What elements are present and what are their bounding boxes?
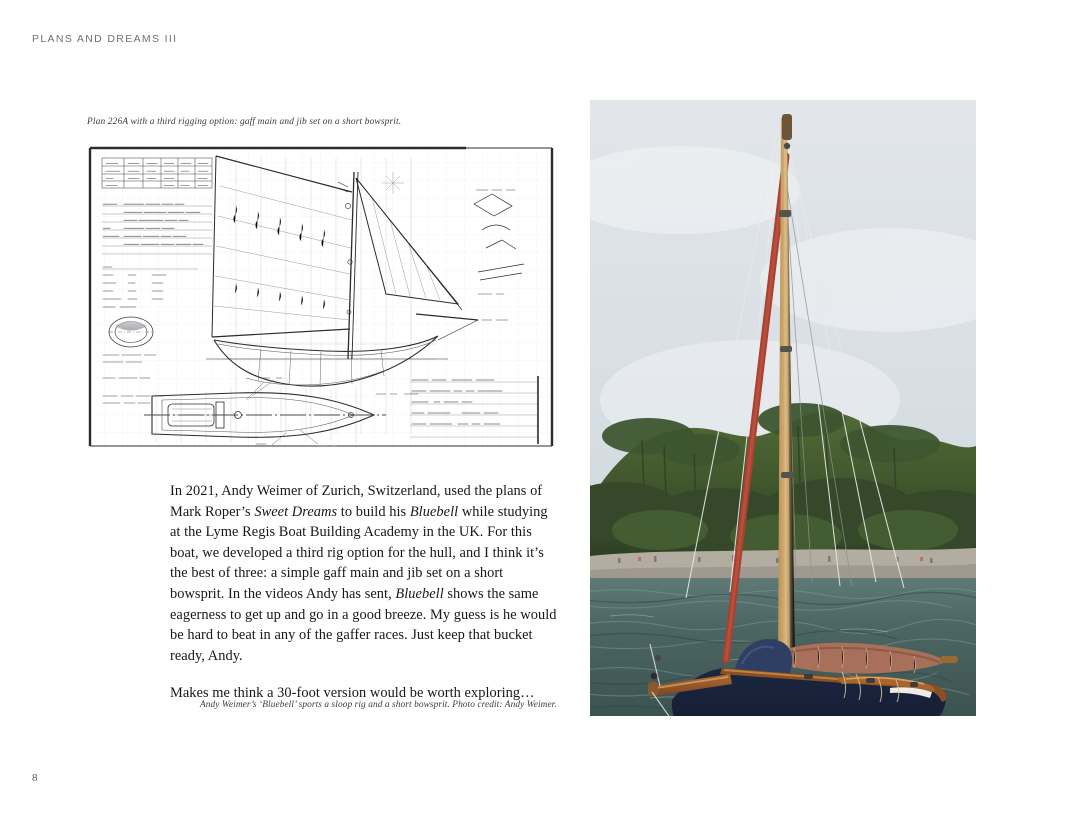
italic-title: Sweet Dreams (254, 503, 338, 520)
running-head: PLANS AND DREAMS III (32, 33, 178, 45)
plan-caption: Plan 226A with a third rigging option: gaff main and jib set on a short bowsprit. (87, 117, 402, 127)
body-text (170, 481, 558, 704)
photo-bluebell (590, 100, 976, 716)
text-run: In 2021, Andy Weimer of Zurich, Switzerland, used the plans of Mark Roper’s (170, 483, 543, 520)
paragraph-1 (170, 481, 558, 666)
italic-title: Bluebell (395, 585, 444, 602)
page-number: 8 (32, 772, 38, 784)
photo-caption: Andy Weimer’s ‘Bluebell’ sports a sloop rig and a short bowsprit. Photo credit: Andy Weimer. (200, 700, 557, 710)
technical-drawing (86, 144, 556, 452)
paragraph-2: Makes me think a 30-foot version would be worth exploring… (170, 685, 535, 702)
text-run: shows the same eagerness to get up and go in a good breeze. My guess is he would be hard to beat in any of the gaffer races. Just keep that bucket ready, Andy. (170, 585, 557, 664)
text-run: to build his (337, 503, 410, 520)
text-run: while studying at the Lyme Regis Boat Building Academy in the UK. For this boat, we developed a third rig option for the hull, and I think it’s the best of three: a simple gaff main and jib set on a short bowsprit. In the videos Andy has sent, (170, 503, 548, 602)
italic-title: Bluebell (409, 503, 459, 520)
